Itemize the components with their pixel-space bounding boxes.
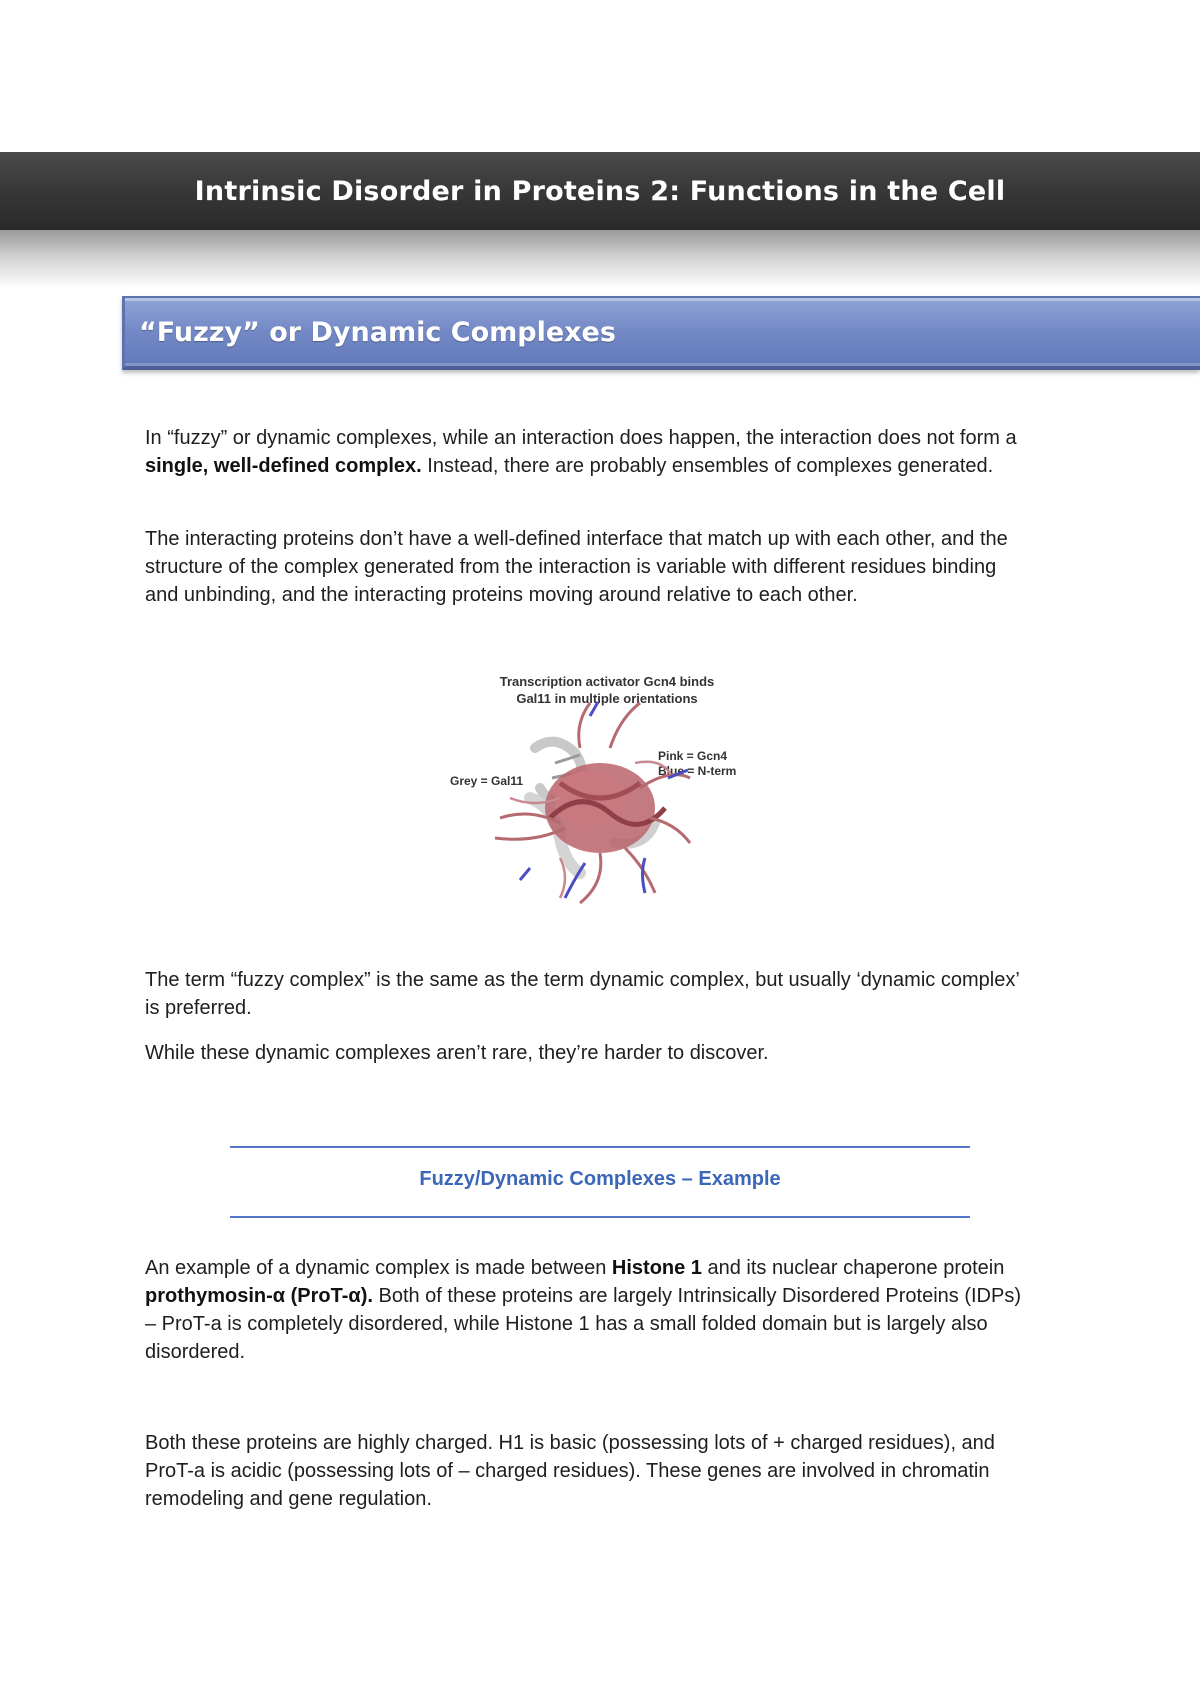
paragraph-interface: The interacting proteins don’t have a well-defined interface that match up with each other, and the structure of the complex generated from the interaction is variable with different residues binding and unbinding, and the interacting proteins moving around relative to each other. — [145, 528, 1008, 606]
paragraph-example — [145, 1254, 1035, 1366]
paragraph-fuzzy-term: The term “fuzzy complex” is the same as the term dynamic complex, but usually ‘dynamic complex’ is preferred. — [145, 969, 1020, 1019]
title-shadow — [0, 230, 1200, 288]
gcn4-gal11-figure — [440, 668, 770, 928]
example-bold-histone: Histone 1 — [611, 1257, 702, 1279]
figure-caption-line2: Gal11 in multiple orientations — [516, 691, 698, 706]
paragraph-intro-text-b: Instead, there are probably ensembles of complexes generated. — [421, 455, 994, 477]
paragraph-charge: Both these proteins are highly charged. H1 is basic (possessing lots of + charged residues), and ProT-a is acidic (possessing lots of – charged residues). These genes are involved in chromatin remodeling and gene regulation. — [145, 1432, 995, 1510]
example-bold-prothymosin: prothymosin-α (ProT-α). — [145, 1285, 373, 1307]
example-rule-top — [230, 1146, 970, 1148]
example-text-a: An example of a dynamic complex is made between — [145, 1257, 612, 1279]
figure-caption-line1: Transcription activator Gcn4 binds — [499, 674, 715, 689]
figure-label-pink: Pink = Gcn4 — [658, 749, 728, 763]
example-heading: Fuzzy/Dynamic Complexes – Example — [419, 1168, 781, 1190]
figure-label-grey: Grey = Gal11 — [450, 774, 524, 788]
paragraph-intro — [145, 424, 1035, 480]
page-title: Intrinsic Disorder in Proteins 2: Functions in the Cell — [194, 175, 1006, 207]
figure-label-blue: Blue = N-term — [658, 764, 737, 778]
example-text-b: and its nuclear chaperone protein — [701, 1257, 1005, 1279]
paragraph-discover: While these dynamic complexes aren’t rare, they’re harder to discover. — [145, 1042, 769, 1064]
paragraph-intro-bold: single, well-defined complex. — [145, 455, 422, 477]
paragraph-intro-text-a: In “fuzzy” or dynamic complexes, while an interaction does happen, the interaction does not form a — [145, 427, 1017, 449]
example-rule-bottom — [230, 1216, 970, 1218]
protein-structure-illustration — [495, 702, 690, 903]
section-title: “Fuzzy” or Dynamic Complexes — [139, 316, 616, 348]
page-title-bar — [0, 152, 1200, 230]
example-text-c: Both of these proteins are largely Intrinsically Disordered Proteins (IDPs) – ProT-a is completely disordered, while Histone 1 has a small folded domain but is largely also disordered. — [145, 1285, 1021, 1363]
section-header — [122, 296, 1200, 370]
